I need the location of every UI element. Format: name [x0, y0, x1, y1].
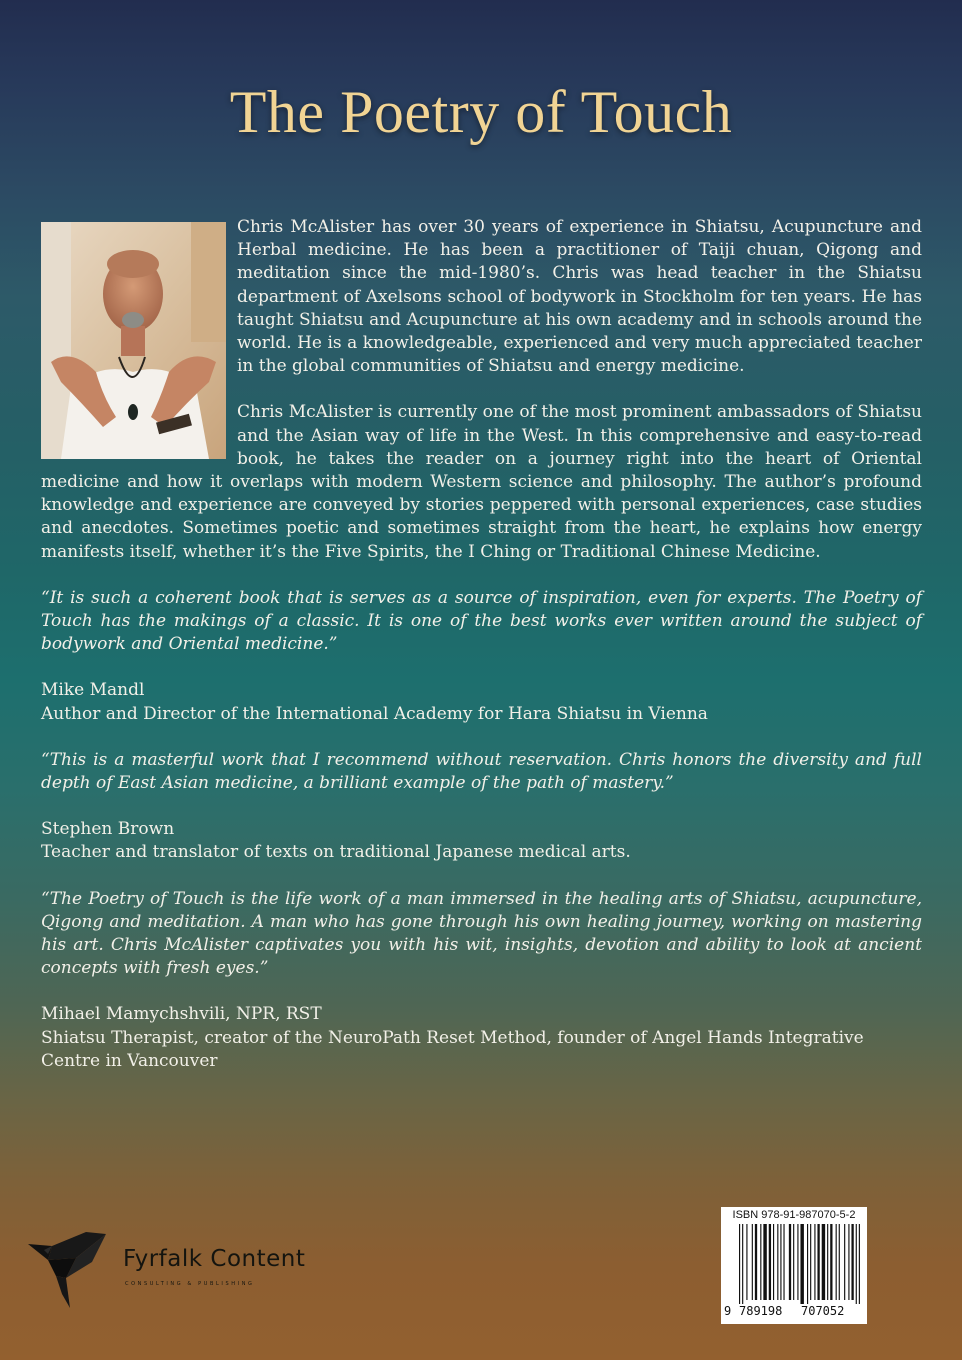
testimonial-attribution-1 — [41, 679, 922, 725]
testimonial-name-1: Mike Mandl — [41, 680, 145, 701]
testimonial-name-3: Mihael Mamychshvili, NPR, RST — [41, 1004, 322, 1025]
testimonial-role-2: Teacher and translator of texts on traditional Japanese medical arts. — [41, 842, 631, 863]
book-title: The Poetry of Touch — [229, 79, 733, 145]
barcode-bar — [800, 1224, 803, 1304]
barcode-bar — [814, 1224, 815, 1300]
intro-paragraph-1: Chris McAlister has over 30 years of experience in Shiatsu, Acupuncture and Herbal medicine. He has been a practitioner of Taiji chuan, Qigong and meditation since the mid-1980’s. Chris was head teacher in the Shiatsu department of Axelsons school of bodywork in Stockholm for ten years. He has taught Shiatsu and Acupuncture at his own academy and in schools around the world. He is a knowledgeable, experienced and very much appreciated teacher in the global communities of Shiatsu and energy medicine. — [237, 217, 922, 377]
barcode-bar — [822, 1224, 825, 1300]
testimonial-attribution-3 — [41, 1003, 922, 1073]
barcode-bar — [780, 1224, 781, 1300]
barcode-bar — [783, 1224, 784, 1300]
barcode-bar — [755, 1224, 757, 1300]
barcode-bar — [851, 1224, 853, 1300]
testimonial-attribution-2 — [41, 818, 922, 864]
barcode-lead-digit: 9 — [724, 1304, 732, 1318]
testimonial-quote-3: “The Poetry of Touch is the life work of a man immersed in the healing arts of Shiatsu, acupuncture, Qigong and meditation. A man who has gone through his own healing journey, working on mastering his art. Chris McAlister captivates you with his wit, insights, devotion and ability to look at ancient concepts with fresh eyes.” — [41, 888, 922, 979]
barcode-bar — [830, 1224, 832, 1300]
barcode-right-digits: 707052 — [801, 1304, 845, 1318]
barcode-bar — [807, 1224, 808, 1304]
barcode-bar — [739, 1224, 740, 1304]
isbn-label: ISBN 978-91-987070-5-2 — [732, 1209, 856, 1221]
testimonial-role-3: Shiatsu Therapist, creator of the NeuroPath Reset Method, founder of Angel Hands Integrative Centre in Vancouver — [41, 1027, 864, 1071]
barcode-bar — [789, 1224, 791, 1300]
barcode-bar — [777, 1224, 778, 1300]
barcode-bar — [773, 1224, 774, 1300]
barcode-bar — [848, 1224, 849, 1300]
barcode-bar — [752, 1224, 753, 1300]
barcode-bar — [797, 1224, 798, 1300]
publisher-logo — [26, 1228, 306, 1313]
intro-paragraph-2: Chris McAlister is currently one of the most prominent ambassadors of Shiatsu and the Asian way of life in the West. In this comprehensive and easy-to-read book, he takes the reader on a journey right into the heart of Oriental medicine and how it overlaps with modern Western science and philosophy. The author’s profound knowledge and experience are conveyed by stories peppered with personal experiences, case studies and anecdotes. Sometimes poetic and sometimes straight from the heart, he explains how energy manifests itself, whether it’s the Five Spirits, the I Ching or Traditional Chinese Medicine. — [41, 402, 922, 562]
barcode-bar — [836, 1224, 837, 1300]
falcon-logo-icon — [26, 1228, 111, 1313]
barcode-bar — [760, 1224, 761, 1300]
barcode-bar — [763, 1224, 766, 1300]
barcode-bar — [844, 1224, 845, 1300]
barcode-left-digits: 789198 — [739, 1304, 783, 1318]
barcode-bar — [859, 1224, 860, 1304]
barcode-bar — [839, 1224, 840, 1300]
barcode-bar — [856, 1224, 857, 1304]
barcode-bar — [793, 1224, 794, 1300]
photo-text-wrap-spacer — [41, 216, 237, 461]
barcode-bar — [746, 1224, 747, 1300]
barcode-bar — [827, 1224, 828, 1300]
barcode-bar — [769, 1224, 771, 1300]
barcode-bars — [725, 1224, 863, 1304]
testimonial-name-2: Stephen Brown — [41, 819, 175, 840]
publisher-tagline: CONSULTING & PUBLISHING — [125, 1281, 255, 1287]
testimonial-role-1: Author and Director of the International Academy for Hara Shiatsu in Vienna — [41, 703, 708, 724]
testimonial-quote-1: “It is such a coherent book that is serves as a source of inspiration, even for experts. The Poetry of Touch has the makings of a classic. It is one of the best works ever written around the subject of bodywork and Oriental medicine.” — [41, 587, 922, 655]
barcode-bar — [817, 1224, 819, 1300]
description-text — [41, 216, 922, 1096]
testimonial-quote-2: “This is a masterful work that I recommend without reservation. Chris honors the diversity and full depth of East Asian medicine, a brilliant example of the path of mastery.” — [41, 749, 922, 794]
barcode-bar — [810, 1224, 811, 1300]
isbn-barcode — [721, 1207, 867, 1324]
publisher-name: Fyrfalk Content — [123, 1246, 306, 1272]
barcode-bar — [742, 1224, 743, 1304]
